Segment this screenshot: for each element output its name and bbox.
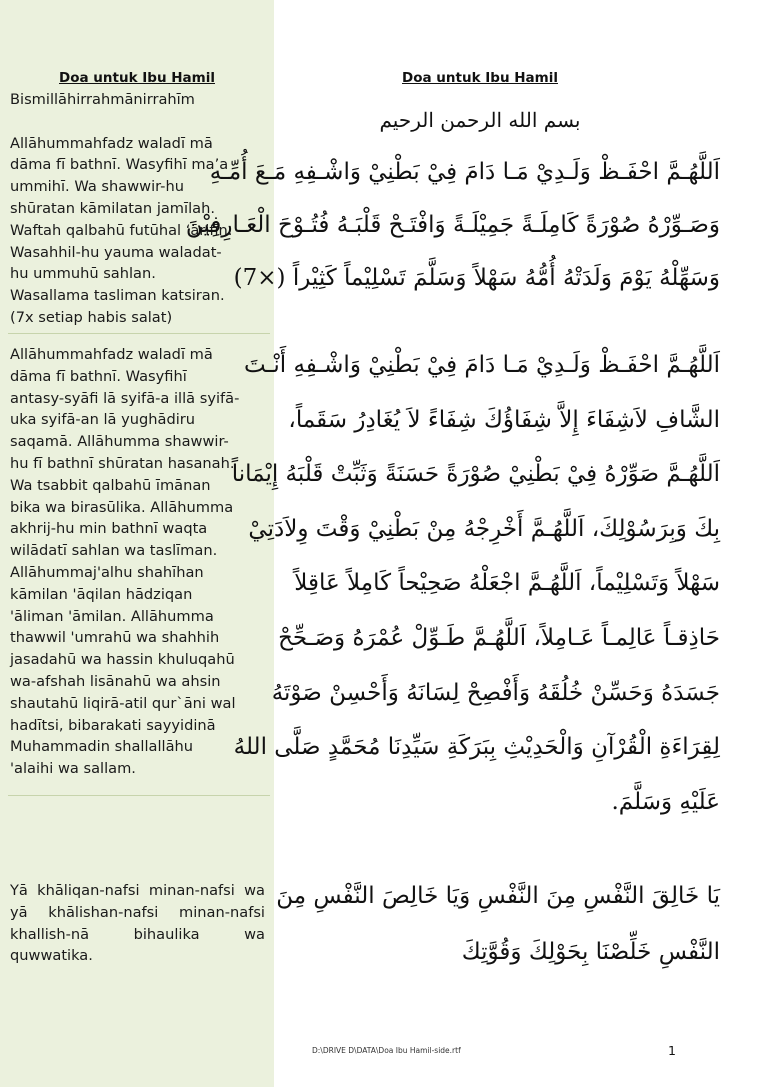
latin-line: Waftah qalbahū futūhal ‘ārifīn.: [10, 221, 233, 239]
latin-title: Doa untuk Ibu Hamil: [59, 70, 215, 86]
latin-line: bika wa birasūlika. Allāhumma: [10, 498, 234, 516]
latin-line: hu ummuhū sahlan.: [10, 265, 156, 283]
latin-block-2: [10, 344, 265, 780]
arabic-line: اَللَّهُـمَّ احْفَـظْ وَلَـدِيْ مَـا دَامَ فِيْ بَطْنِيْ وَاشْـفِهِ أَنْـتَ: [244, 352, 720, 378]
basmala: بسم الله الرحمن الرحيم: [379, 108, 581, 132]
latin-line: wilādatī sahlan wa taslīman.: [10, 542, 218, 560]
latin-line: saqamā. Allāhumma shawwir-: [10, 433, 229, 451]
arabic-block-2: [231, 338, 720, 829]
arabic-line: الشَّافِ لاَشِفَاءَ إِلاَّ شِفَاؤُكَ شِفَاءً لاَ يُغَادِرُ سَقَماً،: [288, 406, 720, 433]
latin-block-3: Yā khāliqan-nafsi minan-nafsi wa yā khālishan-nafsi minan-nafsi khallish-nā bihaulika wa quwwatika.: [10, 882, 265, 965]
latin-line: akhrij-hu min bathnī waqta: [10, 520, 208, 538]
arabic-line: عَلَيْهِ وَسَلَّمَ.: [611, 788, 720, 815]
arabic-line: اَللَّهُـمَّ صَوِّرْهُ فِيْ بَطْنِيْ صُوْرَةً حَسَنَةً وَثَبِّتْ قَلْبَهُ إِيْمَاناً: [231, 461, 720, 488]
latin-line: Allāhummahfadz waladī mā: [10, 134, 213, 152]
latin-line: antasy-syāfi lā syifā-a illā syifā-: [10, 389, 240, 407]
latin-line: Wasallama tasliman katsiran.: [10, 287, 225, 305]
latin-line: kāmilan 'āqilan hādziqan: [10, 585, 193, 603]
latin-line: 'alaihi wa sallam.: [10, 760, 136, 778]
latin-line: shūratan kāmilatan jamīlah.: [10, 199, 215, 217]
latin-line: thawwil 'umrahū wa shahhih: [10, 629, 220, 647]
latin-line: shautahū liqirā-atil qur`āni wal: [10, 694, 236, 712]
latin-line: dāma fī bathnī. Wasyfihī: [10, 367, 187, 385]
latin-line: Wa tsabbit qalbahū īmānan: [10, 476, 211, 494]
arabic-line: جَسَدَهُ وَحَسِّنْ خُلُقَهُ وَأَفْصِحْ لِسَانَهُ وَأَحْسِنْ صَوْتَهُ: [271, 679, 720, 706]
latin-line: jasadahū wa hassin khuluqahū: [10, 651, 235, 669]
page-number: 1: [668, 1043, 676, 1058]
arabic-line: سَهْلاً وَتَسْلِيْماً، اَللَّهُـمَّ اجْعَلْهُ صَحِيْحاً كَامِلاً عَاقِلاً: [294, 570, 720, 597]
latin-line: hadītsi, bibarakati sayyidinā: [10, 716, 216, 734]
latin-line: Wasahhil-hu yauma waladat-: [10, 243, 222, 261]
latin-line: wa-afshah lisānahū wa ahsin: [10, 672, 221, 690]
latin-line: ummihī. Wa shawwir-hu: [10, 178, 184, 196]
latin-line: hu fī bathnī shūratan hasanah.: [10, 454, 235, 472]
arabic-block-1: [185, 146, 720, 305]
latin-line: Allāhummahfadz waladī mā: [10, 346, 213, 363]
arabic-line: اَللَّهُـمَّ احْفَـظْ وَلَـدِيْ مَـا دَامَ فِيْ بَطْنِيْ وَاشْـفِهِ مَـعَ أُمِّـهِ: [209, 159, 720, 185]
arabic-line: حَاذِقـاً عَالِمـاً عَـامِلاً، اَللَّهُـمَّ طَـوِّلْ عُمْرَهُ وَصَـحِّحْ: [278, 624, 720, 651]
latin-line: Allāhummaj'alhu shahīhan: [10, 563, 204, 581]
file-path: D:\DRIVE D\DATA\Doa Ibu Hamil-side.rtf: [312, 1046, 461, 1055]
latin-line: Muhammadin shallallāhu: [10, 738, 194, 756]
arabic-line: بِكَ وَبِرَسُوْلِكَ، اَللَّهُـمَّ أَخْرِجْهُ مِنْ بَطْنِيْ وَقْتَ وِلاَدَتِيْ: [248, 515, 720, 542]
arabic-line: وَصَـوِّرْهُ صُوْرَةً كَامِلَـةً جَمِيْلَـةً وَافْتَـحْ قَلْبَـهُ فُتُـوْحَ الْعَـارِفِيْنَ: [185, 212, 720, 238]
arabic-line: النَّفْسِ خَلِّصْنَا بِحَوْلِكَ وَقُوَّتِكَ: [461, 939, 720, 965]
arabic-line: يَا خَالِقَ النَّفْسِ مِنَ النَّفْسِ وَيَا خَالِصَ النَّفْسِ مِنَ: [276, 883, 720, 909]
latin-line: 'āliman 'āmilan. Allāhumma: [10, 607, 214, 625]
latin-line: uka syifā-an lā yughādiru: [10, 411, 196, 429]
latin-line: (7x setiap habis salat): [10, 308, 173, 326]
latin-line: Bismillāhirrahmānirrahīm: [10, 91, 195, 108]
arabic-block-3: [276, 868, 720, 980]
divider: [8, 795, 270, 796]
divider: [8, 333, 270, 334]
latin-line: dāma fī bathnī. Wasyfihī ma’a: [10, 156, 229, 174]
arabic-line: وَسَهِّلْهُ يَوْمَ وَلَدَتْهُ أُمُّهُ سَهْلاً وَسَلَّمَ تَسْلِيْماً كَثِيْراً (×7): [233, 265, 720, 291]
arabic-title: Doa untuk Ibu Hamil: [402, 70, 558, 86]
arabic-line: لِقِرَاءَةِ الْقُرْآنِ وَالْحَدِيْثِ بِبَرَكَةِ سَيِّدِنَا مُحَمَّدٍ صَلَّى اللهُ: [233, 734, 720, 761]
latin-line: [10, 111, 265, 133]
